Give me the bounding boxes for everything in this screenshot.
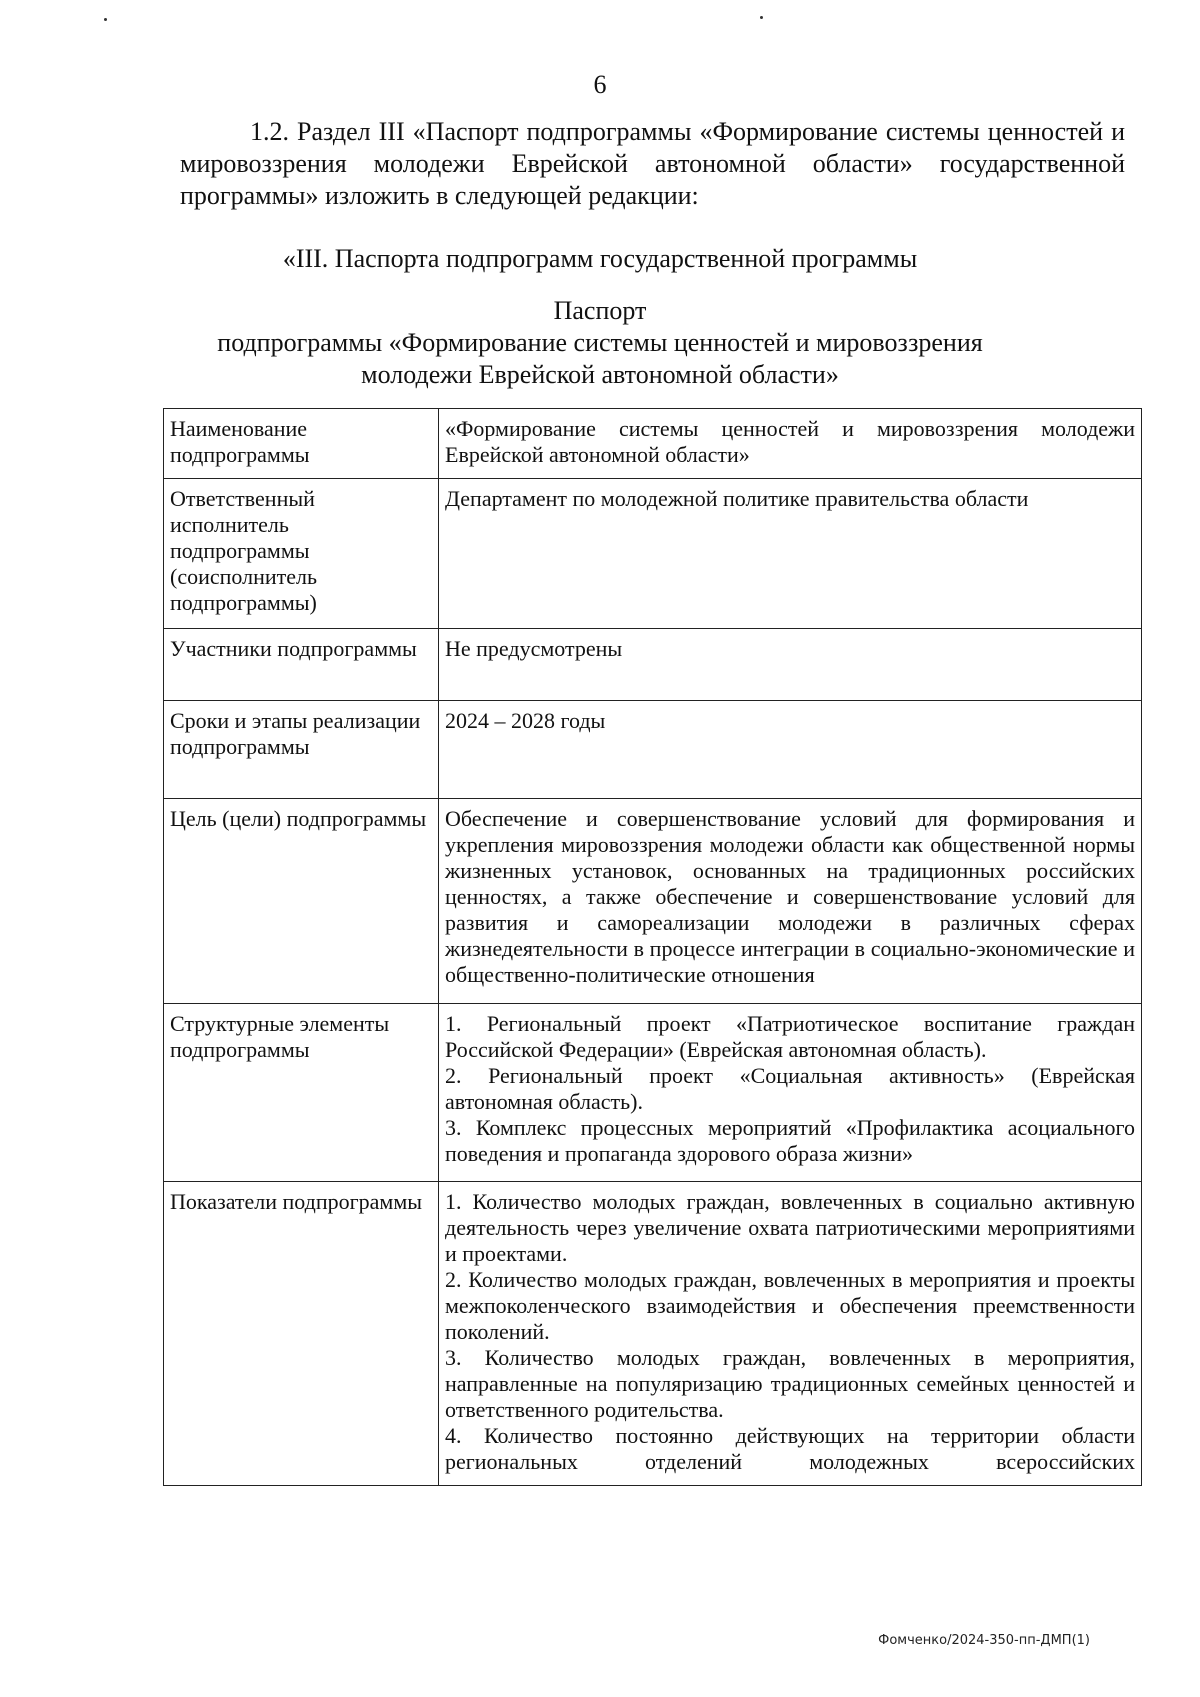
table-row (164, 1182, 1142, 1486)
document-code: Фомченко/2024-350-пп-ДМП(1) (878, 1633, 1090, 1648)
row-label: Цель (цели) подпрограммы (164, 799, 439, 1004)
section-heading: «III. Паспорта подпрограмм государственной программы (282, 244, 918, 273)
passport-title-line: молодежи Еврейской автономной области» (361, 360, 839, 389)
page-number: 6 (593, 70, 607, 99)
row-value: Не предусмотрены (439, 629, 1142, 701)
row-label: Участники подпрограммы (164, 629, 439, 701)
intro-paragraph: 1.2. Раздел III «Паспорт подпрограммы «Формирование системы ценностей и мировоззрения молодежи Еврейской автономной области» государственной программы» изложить в следующей редакции: (180, 117, 1125, 210)
row-value (439, 1004, 1142, 1182)
scan-speck (104, 18, 107, 21)
indicator-item: 4. Количество постоянно действующих на территории области региональных отделений молодежных всероссийских (445, 1423, 1135, 1474)
structural-element-item: 3. Комплекс процессных мероприятий «Профилактика асоциального поведения и пропаганда здорового образа жизни» (445, 1115, 1135, 1166)
row-value (439, 1182, 1142, 1486)
passport-table (163, 408, 1142, 1486)
passport-title-line: подпрограммы «Формирование системы ценностей и мировоззрения (217, 328, 983, 357)
passport-title (0, 295, 1200, 391)
table-row (164, 701, 1142, 799)
scan-speck (760, 16, 763, 19)
row-label: Структурные элементы подпрограммы (164, 1004, 439, 1182)
indicator-item: 2. Количество молодых граждан, вовлеченных в мероприятия и проекты межпоколенческого взаимодействия и обеспечения преемственности поколений. (445, 1267, 1135, 1344)
indicator-item: 1. Количество молодых граждан, вовлеченных в социально активную деятельность через увеличение охвата патриотическими мероприятиями и проектами. (445, 1189, 1135, 1266)
passport-title-line: Паспорт (553, 296, 647, 325)
row-label: Ответственный исполнитель подпрограммы (соисполнитель подпрограммы) (164, 479, 439, 629)
row-label: Показатели подпрограммы (164, 1182, 439, 1486)
table-row (164, 629, 1142, 701)
row-value: Обеспечение и совершенствование условий для формирования и укрепления мировоззрения молодежи области как общественной нормы жизненных установок, основанных на традиционных российских ценностях, а также обеспечение и совершенствование условий для развития и самореализации молодежи в различных сферах жизнедеятельности в процессе интеграции в социально-экономические и общественно-политические отношения (439, 799, 1142, 1004)
table-row (164, 1004, 1142, 1182)
row-value: 2024 – 2028 годы (439, 701, 1142, 799)
indicator-item: 3. Количество молодых граждан, вовлеченных в мероприятия, направленные на популяризацию традиционных семейных ценностей и ответственного родительства. (445, 1345, 1135, 1422)
row-value: Департамент по молодежной политике правительства области (439, 479, 1142, 629)
table-row (164, 479, 1142, 629)
row-value: «Формирование системы ценностей и мировоззрения молодежи Еврейской автономной области» (439, 409, 1142, 479)
structural-element-item: 2. Региональный проект «Социальная активность» (Еврейская автономная область). (445, 1063, 1135, 1114)
row-label: Сроки и этапы реализации подпрограммы (164, 701, 439, 799)
row-label: Наименование подпрограммы (164, 409, 439, 479)
table-row (164, 799, 1142, 1004)
table-row (164, 409, 1142, 479)
structural-element-item: 1. Региональный проект «Патриотическое воспитание граждан Российской Федерации» (Еврейская автономная область). (445, 1011, 1135, 1062)
